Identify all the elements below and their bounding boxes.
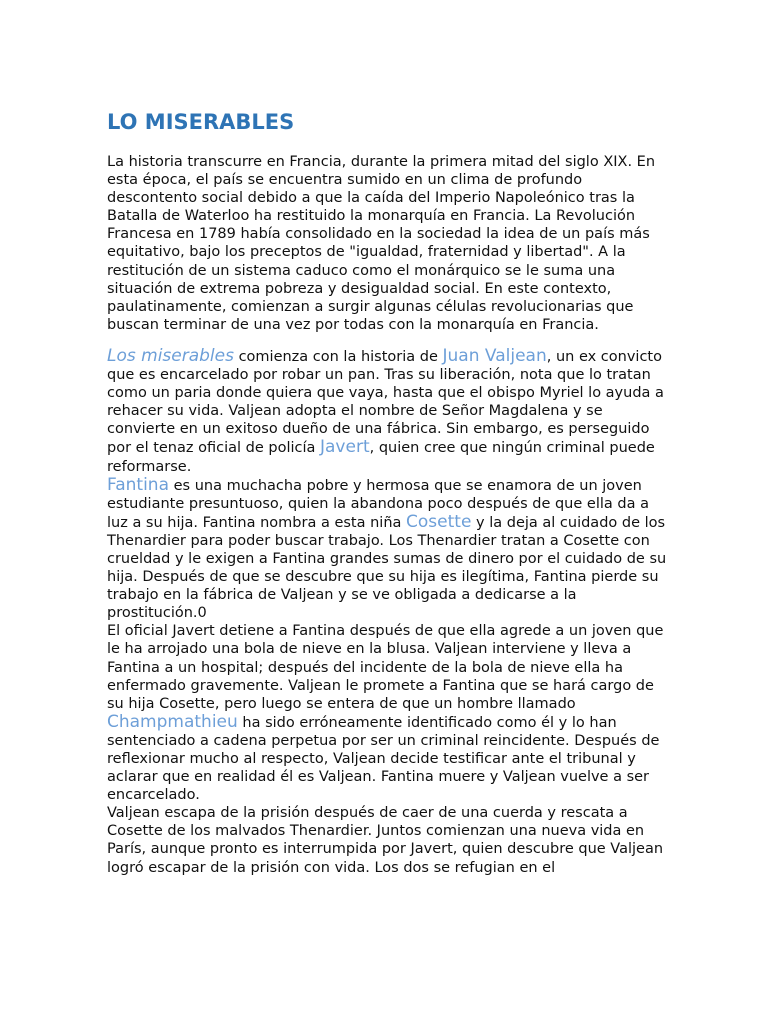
link-javert[interactable]: Javert — [320, 437, 370, 458]
paragraph-text: , quien cree que ningún criminal puede reformarse. — [107, 440, 655, 475]
paragraph-text: , un ex convicto que es encarcelado por robar un pan. Tras su liberación, nota que lo tratan como un paria donde quiera que vaya, hasta que el obispo Myriel lo ayuda a rehacer su vida. Valjean adopta el nombre de Señor Magdalena y se convierte en un exitoso dueño de una fábrica. Sin embargo, es perseguido por el tenaz oficial de policía — [107, 348, 664, 457]
paragraph-fantina — [107, 476, 667, 623]
paragraph-escape: Valjean escapa de la prisión después de caer de una cuerda y rescata a Cosette de los malvados Thenardier. Juntos comienzan una nueva vida en París, aunque pronto es interrumpida por Javert, quien descubre que Valjean logró escapar de la prisión con vida. Los dos se refugian en el — [107, 805, 664, 876]
link-fantina[interactable]: Fantina — [107, 474, 169, 495]
link-cosette[interactable]: Cosette — [406, 511, 472, 532]
paragraph-text: ha sido erróneamente identificado como él y lo han sentenciado a cadena perpetua por ser un criminal reincidente. Después de reflexionar mucho al respecto, Valjean decide testificar ante el tribunal y aclarar que en realidad él es Valjean. Fantina muere y Valjean vuelve a ser encarcelado. — [107, 714, 660, 804]
link-champmathieu[interactable]: Champmathieu — [107, 711, 238, 732]
document-page — [107, 108, 667, 877]
paragraph-valjean — [107, 347, 667, 476]
paragraph-javert-arrest — [107, 622, 667, 804]
document-title: LO MISERABLES — [107, 110, 295, 134]
paragraph-text: comienza con la historia de — [233, 348, 443, 365]
paragraph-text: es una muchacha pobre y hermosa que se enamora de un joven estudiante presuntuoso, quien la abandona poco después de que ella da a luz a su hija. Fantina nombra a esta niña — [107, 477, 649, 531]
paragraph-text: El oficial Javert detiene a Fantina después de que ella agrede a un joven que le ha arrojado una bola de nieve en la blusa. Valjean interviene y lleva a Fantina a un hospital; después del incidente de la bola de nieve ella ha enfermado gravemente. Valjean le promete a Fantina que se hará cargo de su hija Cosette, pero luego se entera de que un hombre llamado — [107, 623, 664, 712]
link-los-miserables[interactable]: Los miserables — [107, 345, 234, 366]
intro-paragraph: La historia transcurre en Francia, durante la primera mitad del siglo XIX. En esta época, el país se encuentra sumido en un clima de profundo descontento social debido a que la caída del Imperio Napoleónico tras la Batalla de Waterloo ha restituido la monarquía en Francia. La Revolución Francesa en 1789 había consolidado en la sociedad la idea de un país más equitativo, bajo los preceptos de "igualdad, fraternidad y libertad". A la restitución de un sistema caduco como el monárquico se le suma una situación de extrema pobreza y desigualdad social. En este contexto, paulatinamente, comienzan a surgir algunas células revolucionarias que buscan terminar de una vez por todas con la monarquía en Francia. — [107, 154, 656, 333]
paragraph-text: y la deja al cuidado de los Thenardier para poder buscar trabajo. Los Thenardier tratan a Cosette con crueldad y le exigen a Fantina grandes sumas de dinero por el cuidado de su hija. Después de que se descubre que su hija es ilegítima, Fantina pierde su trabajo en la fábrica de Valjean y se ve obligada a dedicarse a la prostitución.0 — [107, 514, 667, 622]
link-juan-valjean[interactable]: Juan Valjean — [442, 345, 547, 366]
